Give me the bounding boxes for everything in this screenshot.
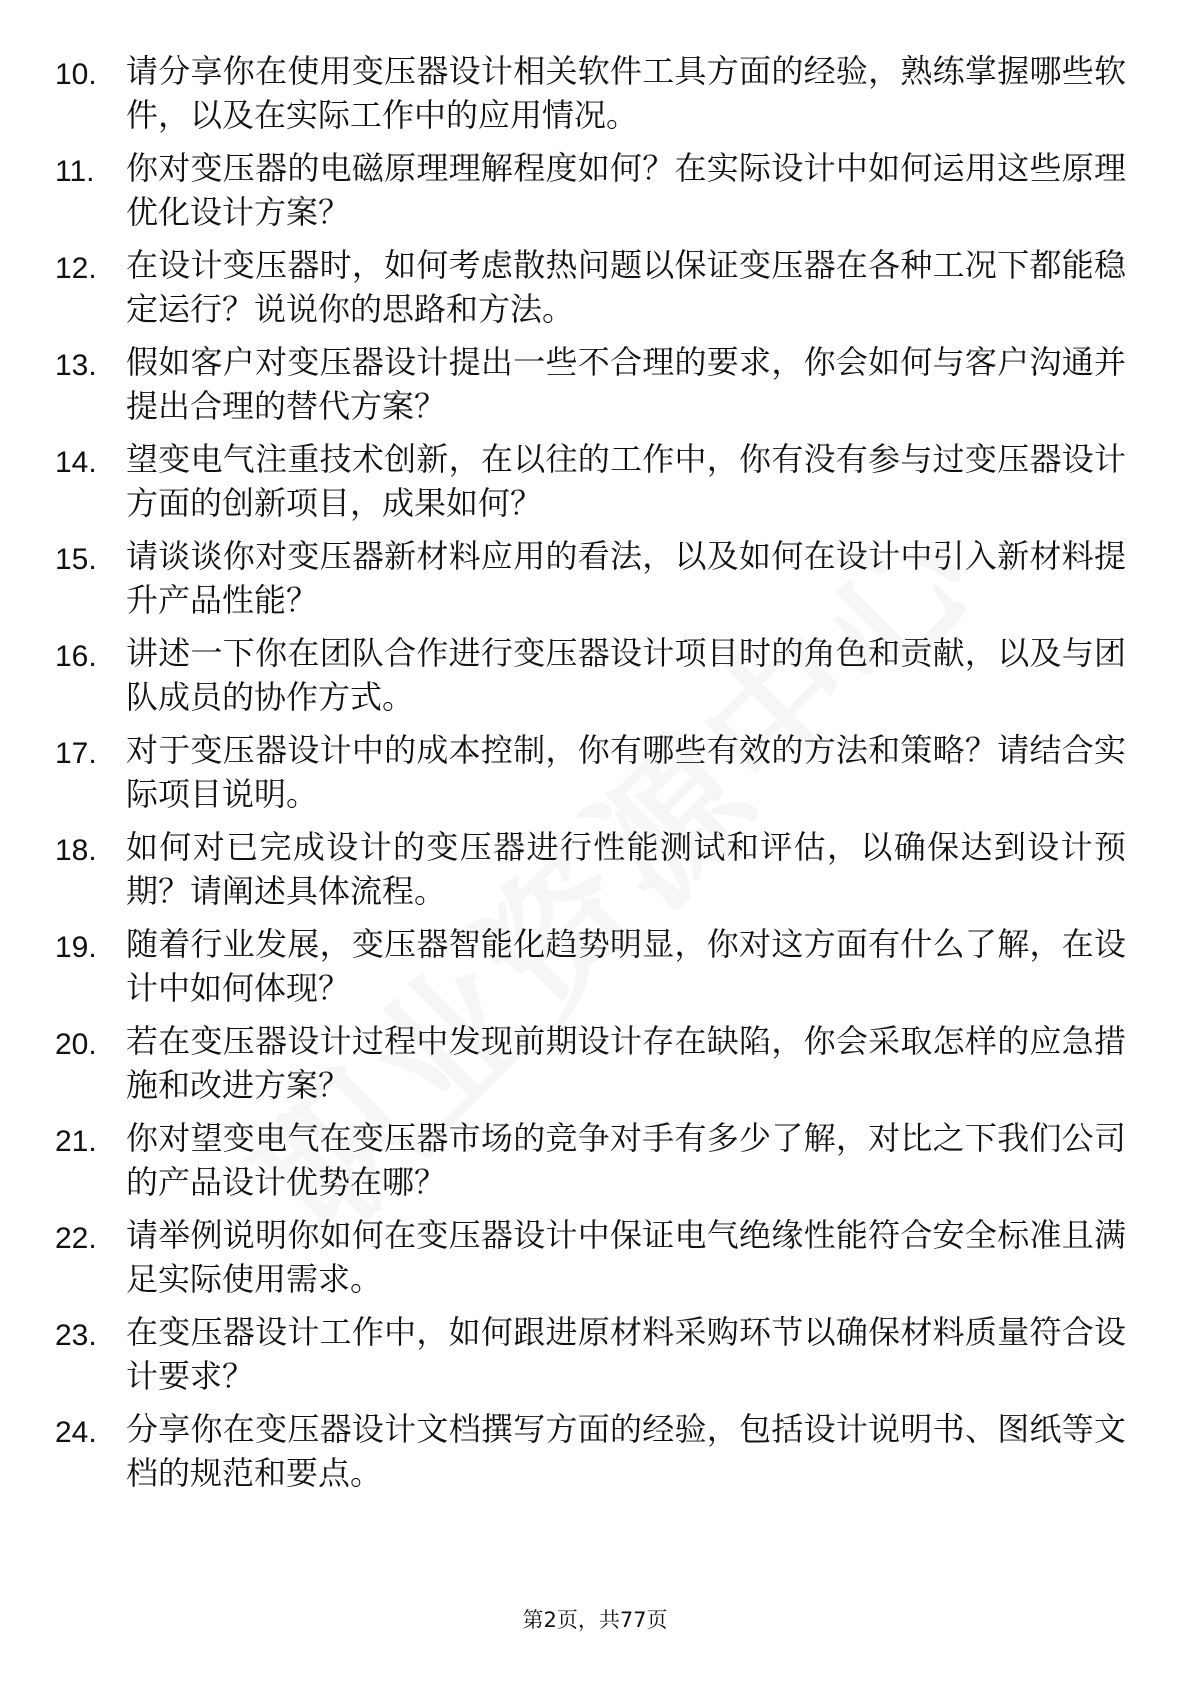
question-number: 19.	[55, 931, 97, 964]
question-item	[0, 825, 1190, 922]
question-text: 请分享你在使用变压器设计相关软件工具方面的经验，熟练掌握哪些软件，以及在实际工作中的应用情况。	[126, 52, 1126, 134]
question-text: 望变电气注重技术创新，在以往的工作中，你有没有参与过变压器设计方面的创新项目，成果如何？	[126, 440, 1126, 522]
question-item	[0, 243, 1190, 340]
question-text: 若在变压器设计过程中发现前期设计存在缺陷，你会采取怎样的应急措施和改进方案？	[126, 1022, 1126, 1104]
question-text: 如何对已完成设计的变压器进行性能测试和评估，以确保达到设计预期？请阐述具体流程。	[126, 828, 1126, 910]
question-number: 22.	[55, 1222, 97, 1255]
question-number: 11.	[55, 155, 95, 188]
question-text: 请谈谈你对变压器新材料应用的看法，以及如何在设计中引入新材料提升产品性能？	[126, 537, 1126, 619]
question-text: 随着行业发展，变压器智能化趋势明显，你对这方面有什么了解，在设计中如何体现？	[126, 925, 1126, 1007]
question-number: 21.	[55, 1125, 97, 1158]
question-number: 10.	[55, 58, 97, 91]
question-number: 15.	[55, 543, 97, 576]
question-item	[0, 1019, 1190, 1116]
question-number: 24.	[55, 1416, 97, 1449]
question-text: 在变压器设计工作中，如何跟进原材料采购环节以确保材料质量符合设计要求？	[126, 1313, 1126, 1395]
question-item	[0, 631, 1190, 728]
question-number: 18.	[55, 834, 97, 867]
question-text: 你对望变电气在变压器市场的竞争对手有多少了解，对比之下我们公司的产品设计优势在哪？	[126, 1119, 1126, 1201]
question-number: 17.	[55, 737, 97, 770]
question-number: 20.	[55, 1028, 97, 1061]
question-number: 16.	[55, 640, 97, 673]
question-item	[0, 437, 1190, 534]
question-item	[0, 728, 1190, 825]
question-number: 12.	[55, 252, 97, 285]
question-item	[0, 1213, 1190, 1310]
question-text: 请举例说明你如何在变压器设计中保证电气绝缘性能符合安全标准且满足实际使用需求。	[126, 1216, 1126, 1298]
question-item	[0, 340, 1190, 437]
question-item	[0, 146, 1190, 243]
question-number: 13.	[55, 349, 97, 382]
question-text: 假如客户对变压器设计提出一些不合理的要求，你会如何与客户沟通并提出合理的替代方案？	[126, 343, 1126, 425]
question-text: 对于变压器设计中的成本控制，你有哪些有效的方法和策略？请结合实际项目说明。	[126, 731, 1126, 813]
question-text: 讲述一下你在团队合作进行变压器设计项目时的角色和贡献，以及与团队成员的协作方式。	[126, 634, 1126, 716]
question-text: 你对变压器的电磁原理理解程度如何？在实际设计中如何运用这些原理优化设计方案？	[126, 149, 1126, 231]
question-number: 23.	[55, 1319, 97, 1352]
question-list	[0, 49, 1190, 1504]
question-item	[0, 922, 1190, 1019]
question-item	[0, 1407, 1190, 1504]
page-indicator: 第2页，共77页	[522, 1608, 668, 1632]
question-text: 分享你在变压器设计文档撰写方面的经验，包括设计说明书、图纸等文档的规范和要点。	[126, 1410, 1126, 1492]
question-item	[0, 49, 1190, 146]
question-item	[0, 1116, 1190, 1213]
question-item	[0, 1310, 1190, 1407]
question-number: 14.	[55, 446, 97, 479]
question-item	[0, 534, 1190, 631]
question-text: 在设计变压器时，如何考虑散热问题以保证变压器在各种工况下都能稳定运行？说说你的思路和方法。	[126, 246, 1126, 328]
